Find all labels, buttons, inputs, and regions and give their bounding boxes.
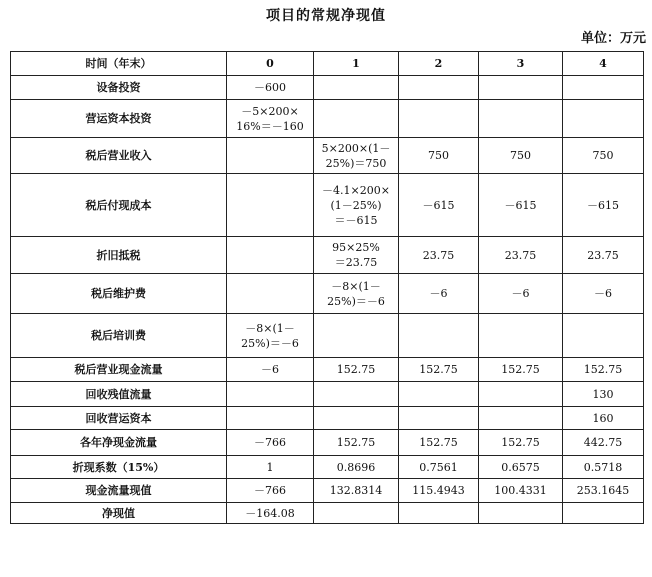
table-row <box>11 407 644 430</box>
table-cell <box>227 138 314 174</box>
table-cell <box>399 100 479 138</box>
table-cell: －766 <box>227 479 314 503</box>
table-cell: －766 <box>227 430 314 456</box>
table-cell: 152.75 <box>479 430 563 456</box>
table-cell <box>479 76 563 100</box>
header-year-3: 3 <box>479 52 563 76</box>
table-cell: 23.75 <box>399 237 479 274</box>
table-cell <box>314 407 399 430</box>
header-year-1: 1 <box>314 52 399 76</box>
table-row <box>11 314 644 358</box>
table-cell: －6 <box>227 358 314 382</box>
row-label: 税后营业现金流量 <box>11 358 227 382</box>
header-year-2: 2 <box>399 52 479 76</box>
table-cell <box>399 314 479 358</box>
header-time-label: 时间（年末） <box>11 52 227 76</box>
table-cell <box>314 503 399 524</box>
table-cell: 0.5718 <box>563 456 644 479</box>
row-label: 折现系数（15%） <box>11 456 227 479</box>
table-cell <box>479 314 563 358</box>
table-cell: 5×200×(1－ 25%)＝750 <box>314 138 399 174</box>
table-cell: 750 <box>399 138 479 174</box>
table-cell <box>399 76 479 100</box>
table-cell: 160 <box>563 407 644 430</box>
table-cell: 100.4331 <box>479 479 563 503</box>
table-title: 项目的常规净现值 <box>266 8 386 24</box>
table-row <box>11 382 644 407</box>
table-cell <box>563 503 644 524</box>
table-cell: －615 <box>399 174 479 237</box>
row-label: 税后维护费 <box>11 274 227 314</box>
table-cell: 115.4943 <box>399 479 479 503</box>
row-label: 净现值 <box>11 503 227 524</box>
table-cell <box>399 407 479 430</box>
table-cell: 750 <box>479 138 563 174</box>
table-cell: －8×(1－ 25%)＝－6 <box>227 314 314 358</box>
row-label: 税后付现成本 <box>11 174 227 237</box>
npv-table <box>10 51 644 524</box>
table-row <box>11 100 644 138</box>
row-label: 税后营业收入 <box>11 138 227 174</box>
table-row <box>11 479 644 503</box>
table-cell <box>479 100 563 138</box>
row-label: 营运资本投资 <box>11 100 227 138</box>
table-cell: 152.75 <box>314 430 399 456</box>
table-cell: 152.75 <box>399 358 479 382</box>
table-cell <box>314 100 399 138</box>
table-cell: 750 <box>563 138 644 174</box>
table-cell: －615 <box>563 174 644 237</box>
table-row <box>11 76 644 100</box>
table-cell: 0.8696 <box>314 456 399 479</box>
table-cell <box>399 382 479 407</box>
table-cell: 152.75 <box>479 358 563 382</box>
table-cell <box>563 314 644 358</box>
table-cell: 23.75 <box>479 237 563 274</box>
table-cell: 0.6575 <box>479 456 563 479</box>
table-cell: －6 <box>563 274 644 314</box>
table-row <box>11 503 644 524</box>
table-cell: －600 <box>227 76 314 100</box>
table-row <box>11 274 644 314</box>
row-label: 回收残值流量 <box>11 382 227 407</box>
table-cell: 132.8314 <box>314 479 399 503</box>
table-cell <box>479 382 563 407</box>
table-cell: 253.1645 <box>563 479 644 503</box>
table-cell: －8×(1－ 25%)＝－6 <box>314 274 399 314</box>
table-row <box>11 237 644 274</box>
table-cell: 95×25% ＝23.75 <box>314 237 399 274</box>
row-label: 税后培训费 <box>11 314 227 358</box>
table-cell: 23.75 <box>563 237 644 274</box>
table-cell <box>399 503 479 524</box>
row-label: 各年净现金流量 <box>11 430 227 456</box>
table-cell: －6 <box>479 274 563 314</box>
table-row <box>11 358 644 382</box>
table-row <box>11 456 644 479</box>
row-label: 现金流量现值 <box>11 479 227 503</box>
table-cell <box>563 100 644 138</box>
table-cell: －615 <box>479 174 563 237</box>
table-cell <box>227 274 314 314</box>
table-cell <box>227 407 314 430</box>
table-cell <box>563 76 644 100</box>
table-cell: －164.08 <box>227 503 314 524</box>
table-cell <box>227 382 314 407</box>
table-cell: 0.7561 <box>399 456 479 479</box>
table-cell <box>227 237 314 274</box>
row-label: 设备投资 <box>11 76 227 100</box>
row-label: 折旧抵税 <box>11 237 227 274</box>
table-cell: 1 <box>227 456 314 479</box>
row-label: 回收营运资本 <box>11 407 227 430</box>
table-row <box>11 430 644 456</box>
table-cell <box>314 382 399 407</box>
unit-label: 单位：万元 <box>580 31 646 46</box>
table-cell <box>479 407 563 430</box>
table-cell: 130 <box>563 382 644 407</box>
table-row <box>11 138 644 174</box>
table-cell <box>479 503 563 524</box>
header-year-0: 0 <box>227 52 314 76</box>
header-year-4: 4 <box>563 52 644 76</box>
header-row <box>11 52 644 76</box>
table-row <box>11 174 644 237</box>
table-cell: 442.75 <box>563 430 644 456</box>
table-cell <box>227 174 314 237</box>
table-cell: 152.75 <box>314 358 399 382</box>
table-cell: －6 <box>399 274 479 314</box>
table-cell: －4.1×200× (1－25%) ＝－615 <box>314 174 399 237</box>
table-cell: －5×200× 16%＝－160 <box>227 100 314 138</box>
table-cell <box>314 314 399 358</box>
table-cell: 152.75 <box>563 358 644 382</box>
table-cell <box>314 76 399 100</box>
table-cell: 152.75 <box>399 430 479 456</box>
